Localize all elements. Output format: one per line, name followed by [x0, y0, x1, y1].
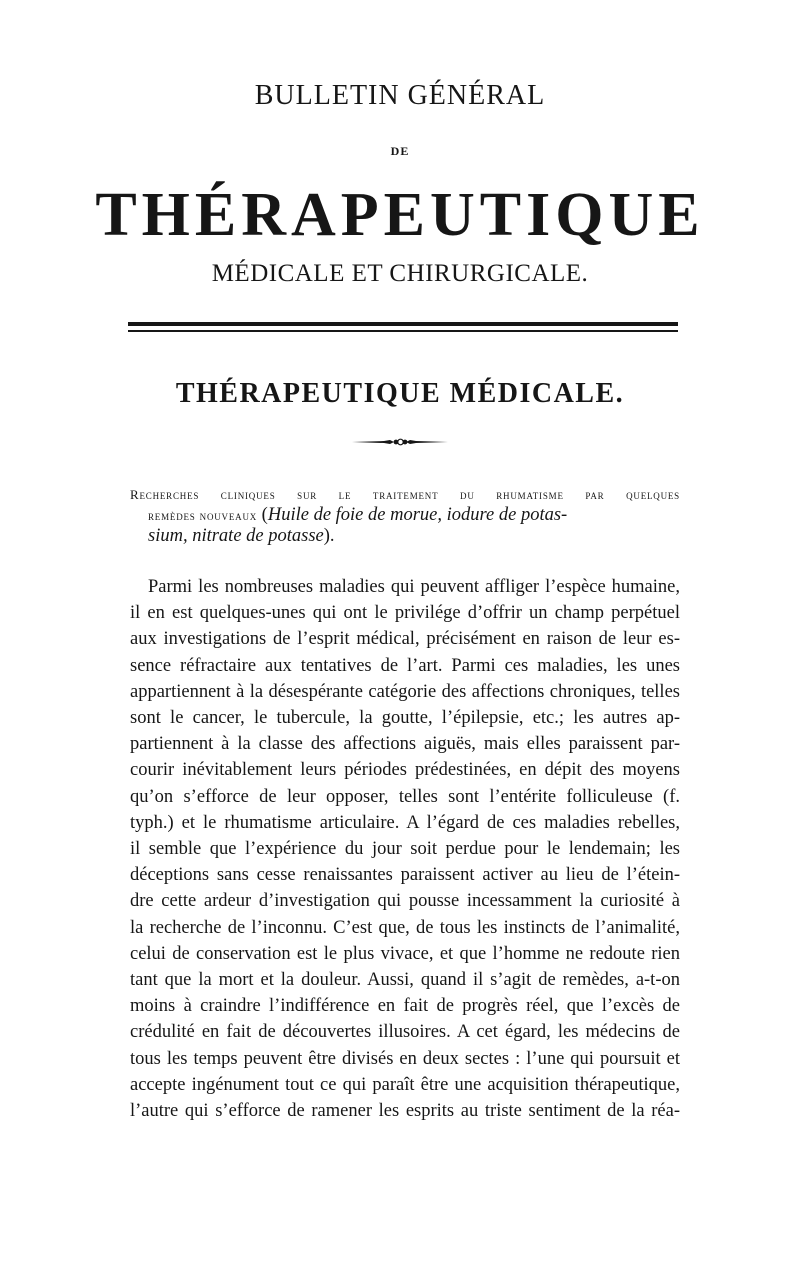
- body-line: accepte ingénument tout ce qui paraît être une acquisition thérapeutique,: [130, 1074, 680, 1095]
- article-heading-rest: [130, 505, 680, 547]
- article-heading-italic-1: Huile de foie de morue, iodure de potas-: [267, 505, 568, 525]
- article-heading: [130, 484, 680, 547]
- body-line: crédulité en fait de découvertes illusoires. A cet égard, les médecins de: [130, 1022, 680, 1043]
- ornament-divider-icon: [350, 436, 450, 448]
- body-line: sence réfractaire aux tentatives de l’art. Parmi ces maladies, les unes: [130, 655, 680, 676]
- double-rule-thick: [128, 322, 678, 326]
- body-line: Parmi les nombreuses maladies qui peuvent affliger l’espèce humaine,: [148, 577, 680, 597]
- body-line: courir inévitablement leurs périodes prédestinées, en dépit des moyens: [130, 760, 680, 781]
- body-line: partiennent à la classe des affections aiguës, mais elles paraissent par-: [130, 734, 680, 755]
- article-heading-italic-2: sium, nitrate de potasse: [148, 526, 324, 546]
- body-line: la recherche de l’inconnu. C’est que, de tous les instincts de l’animalité,: [130, 917, 680, 938]
- body-line: aux investigations de l’esprit médical, précisément en raison de leur es-: [130, 629, 680, 650]
- body-line: il en est quelques-unes qui ont le privilége d’offrir un champ perpétuel: [130, 603, 680, 624]
- body-line: déceptions sans cesse renaissantes paraissent activer au lieu de l’étein-: [130, 865, 680, 886]
- article-heading-open-paren: (: [257, 505, 268, 525]
- article-heading-smallcaps: remèdes nouveaux: [148, 508, 258, 523]
- journal-title-main: THÉRAPEUTIQUE: [95, 181, 705, 249]
- body-line: moins à craindre l’indifférence en fait de progrès réel, que l’excès de: [130, 996, 680, 1017]
- article-heading-close-paren: ).: [323, 526, 335, 546]
- body-line: tant que la mort et la douleur. Aussi, quand il s’agit de remèdes, a-t-on: [130, 970, 680, 991]
- body-line: l’autre qui s’efforce de ramener les esprits au triste sentiment de la réa-: [130, 1101, 680, 1122]
- journal-title-line1: BULLETIN GÉNÉRAL: [254, 80, 546, 111]
- journal-subtitle: MÉDICALE ET CHIRURGICALE.: [211, 260, 589, 287]
- article-heading-line1: Recherches cliniques sur le traitement du rhumatisme par quelques: [130, 487, 680, 502]
- body-line: tous les temps peuvent être divisés en deux sectes : l’une qui poursuit et: [130, 1048, 680, 1069]
- body-line: qu’on s’efforce de leur opposer, telles sont l’entérite folliculeuse (f.: [130, 786, 680, 807]
- body-line: il semble que l’expérience du jour soit perdue pour le lendemain; les: [130, 839, 680, 860]
- section-title: THÉRAPEUTIQUE MÉDICALE.: [175, 378, 625, 409]
- body-line: sont le cancer, le tubercule, la goutte, l’épilepsie, etc.; les autres ap-: [130, 708, 680, 729]
- body-line: celui de conservation est le plus vivace, et que l’homme ne redoute rien: [130, 943, 680, 964]
- journal-title-line2: DE: [390, 144, 410, 158]
- body-line: typh.) et le rhumatisme articulaire. A l’égard de ces maladies rebelles,: [130, 812, 680, 833]
- body-line: dre cette ardeur d’investigation qui pousse incessamment la curiosité à: [130, 891, 680, 912]
- body-line: appartiennent à la désespérante catégorie des affections chroniques, telles: [130, 681, 680, 702]
- article-body: [130, 574, 680, 1124]
- double-rule-thin: [128, 330, 678, 332]
